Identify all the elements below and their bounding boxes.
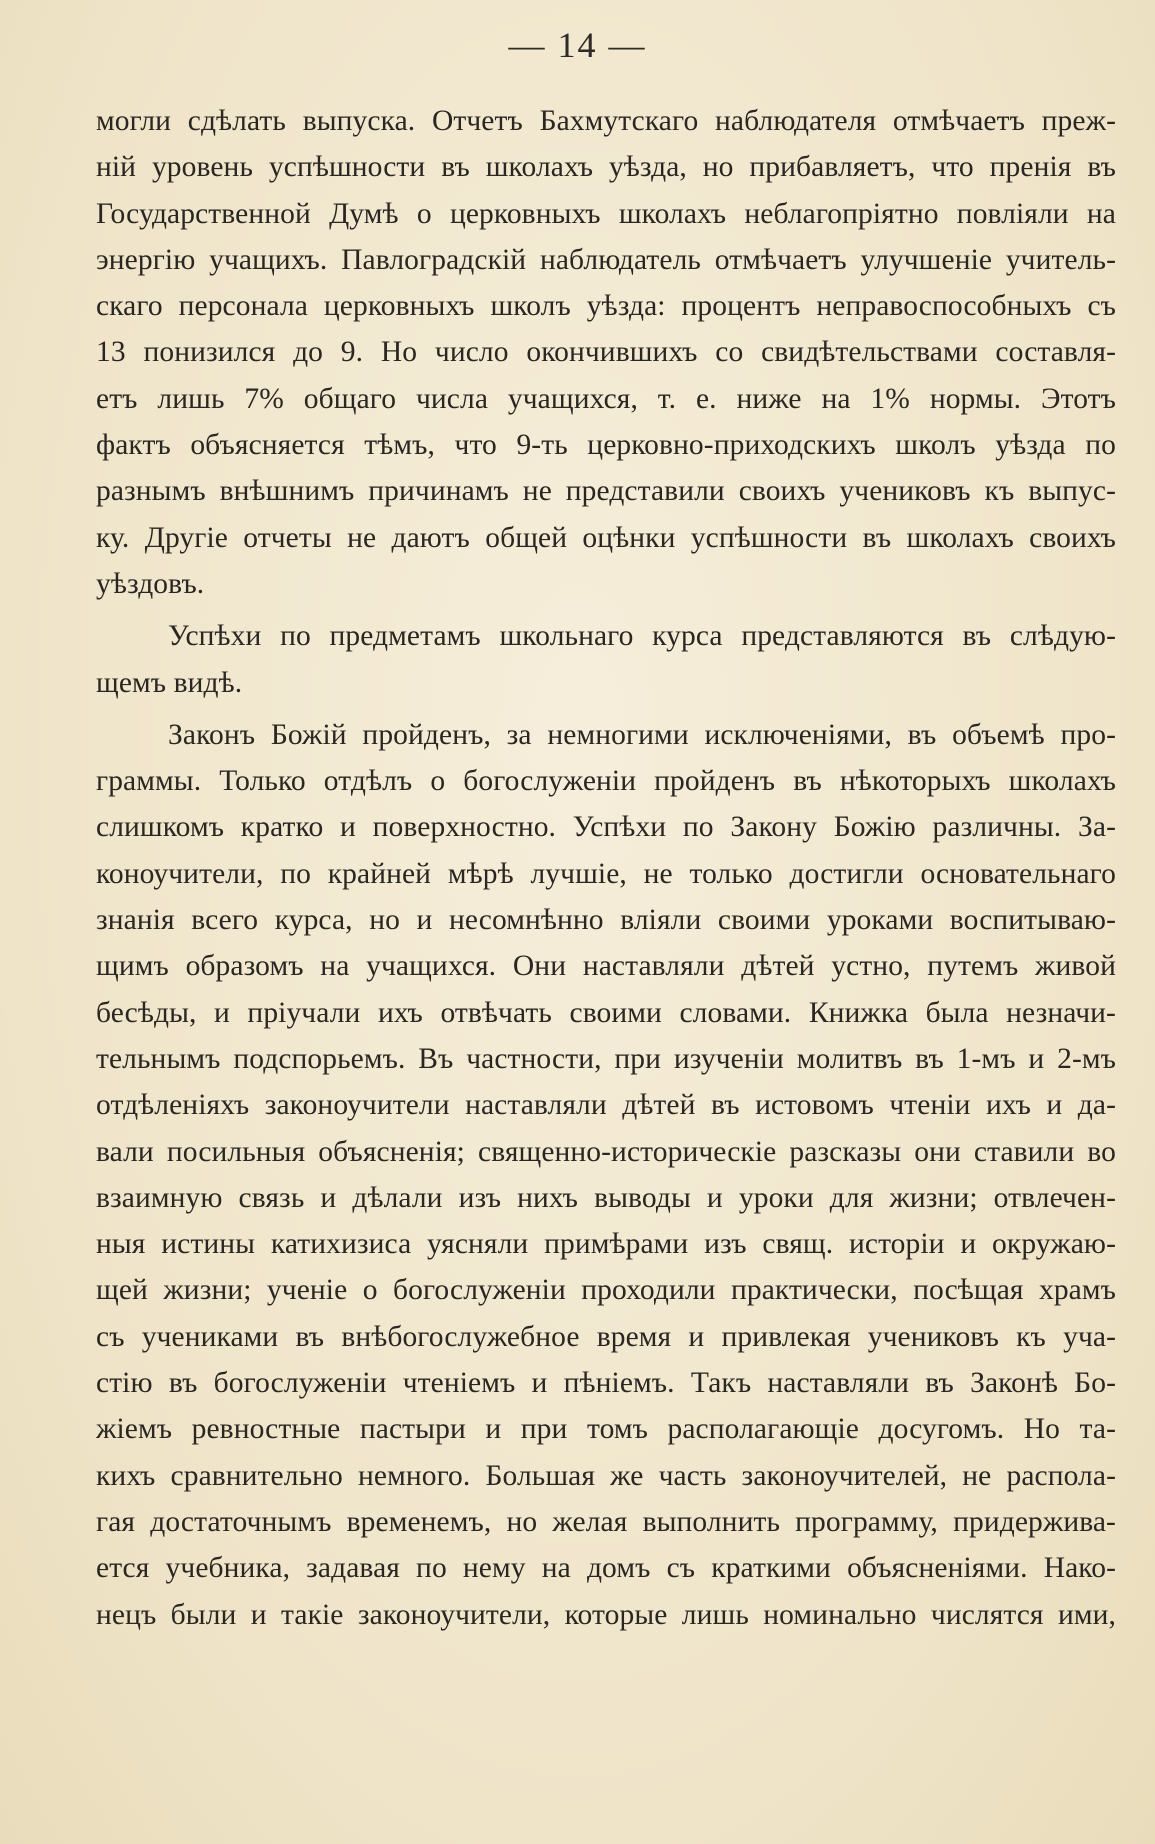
paragraph (96, 712, 1116, 1638)
text-line: ется учебника, задавая по нему на домъ съ краткими объясненіями. Нако- (96, 1552, 1116, 1585)
text-line: щимъ образомъ на учащихся. Они наставляли дѣтей устно, путемъ живой (96, 950, 1116, 983)
text-line: Успѣхи по предметамъ школьнаго курса представляются въ слѣдую- (168, 620, 1116, 653)
text-line: етъ лишь 7% общаго числа учащихся, т. е. ниже на 1% нормы. Этотъ (96, 382, 1116, 415)
text-line: могли сдѣлать выпуска. Отчетъ Бахмутскаго наблюдателя отмѣчаетъ преж- (96, 105, 1116, 137)
text-line: кихъ сравнительно немного. Большая же часть законоучителей, не распола- (96, 1459, 1116, 1492)
text-line: щей жизни; ученіе о богослуженіи проходили практически, посѣщая храмъ (96, 1274, 1116, 1307)
text-line: стію въ богослуженіи чтеніемъ и пѣніемъ. Такъ наставляли въ Законѣ Бо- (96, 1367, 1116, 1400)
text-line: 13 понизился до 9. Но число окончившихъ со свидѣтельствами составля- (96, 336, 1116, 369)
text-line: взаимную связь и дѣлали изъ нихъ выводы и уроки для жизни; отвлечен- (96, 1181, 1116, 1214)
text-line: разнымъ внѣшнимъ причинамъ не представили своихъ учениковъ къ выпус- (96, 475, 1116, 508)
text-line: нецъ были и такіе законоучители, которые лишь номинально числятся ими, (96, 1598, 1116, 1631)
text-line: уѣздовъ. (96, 567, 205, 600)
page-number: — 14 — (508, 25, 647, 65)
text-line: тельнымъ подспорьемъ. Въ частности, при изученіи молитвъ въ 1-мъ и 2-мъ (96, 1042, 1116, 1075)
text-line: граммы. Только отдѣлъ о богослуженіи пройденъ въ нѣкоторыхъ школахъ (96, 765, 1116, 798)
text-line: съ учениками въ внѣбогослужебное время и привлекая учениковъ къ уча- (96, 1320, 1116, 1353)
text-line: Государственной Думѣ о церковныхъ школахъ неблагопріятно повліяли на (96, 197, 1116, 230)
text-line: вали посильныя объясненія; священно-историческіе разсказы они ставили во (96, 1135, 1116, 1168)
text-line: Законъ Божій пройденъ, за немногими исключеніями, въ объемѣ про- (168, 718, 1116, 751)
text-line: гая достаточнымъ временемъ, но желая выполнить программу, придержива- (96, 1505, 1116, 1538)
text-line: бесѣды, и пріучали ихъ отвѣчать своими словами. Книжка была незначи- (96, 996, 1116, 1029)
text-line: щемъ видѣ. (96, 666, 243, 699)
paragraph (96, 98, 1116, 607)
text-line: коноучители, по крайней мѣрѣ лучшіе, не только достигли основательнаго (96, 857, 1116, 890)
text-line: энергію учащихъ. Павлоградскій наблюдатель отмѣчаетъ улучшеніе учитель- (96, 243, 1116, 276)
text-line: слишкомъ кратко и поверхностно. Успѣхи по Закону Божію различны. За- (96, 811, 1116, 844)
text-line: ній уровень успѣшности въ школахъ уѣзда, но прибавляетъ, что пренія въ (96, 151, 1116, 184)
text-line: фактъ объясняется тѣмъ, что 9-ть церковно-приходскихъ школъ уѣзда по (96, 429, 1116, 462)
paragraph (96, 613, 1116, 706)
text-line: отдѣленіяхъ законоучители наставляли дѣтей въ истовомъ чтеніи ихъ и да- (96, 1089, 1116, 1122)
text-line: знанія всего курса, но и несомнѣнно вліяли своими уроками воспитываю- (96, 904, 1116, 937)
body-text (96, 98, 1116, 1638)
text-line: ку. Другіе отчеты не даютъ общей оцѣнки успѣшности въ школахъ своихъ (96, 521, 1116, 554)
text-line: жіемъ ревностные пастыри и при томъ располагающіе досугомъ. Но та- (96, 1413, 1116, 1446)
text-line: скаго персонала церковныхъ школъ уѣзда: процентъ неправоспособныхъ съ (96, 290, 1116, 323)
text-line: ныя истины катихизиса уясняли примѣрами изъ свящ. исторіи и окружаю- (96, 1228, 1116, 1261)
